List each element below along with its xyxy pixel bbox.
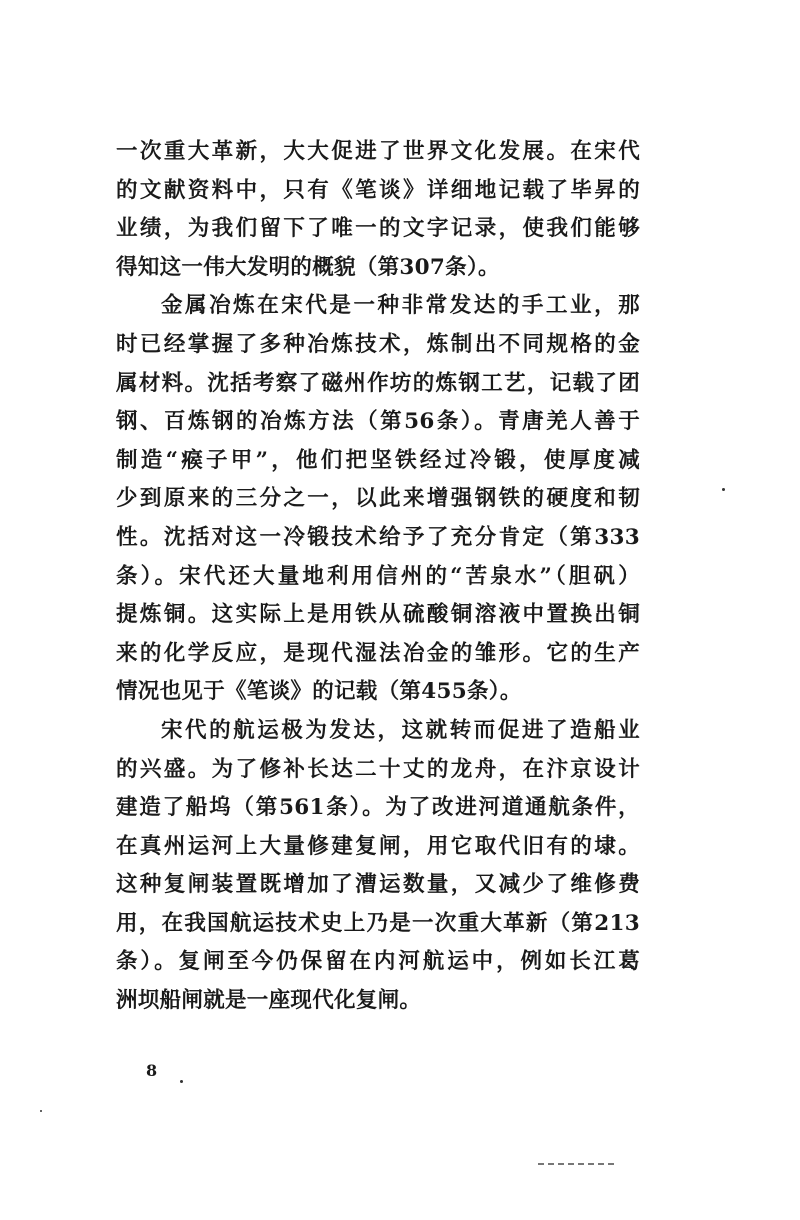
text-line: 洲坝船闸就是一座现代化复闸。 [116, 988, 422, 1014]
paragraph [116, 712, 640, 1021]
paragraph [116, 287, 640, 712]
text-line: 来的化学反应，是现代湿法冶金的雏形。它的生产 [116, 640, 640, 666]
text-line: 条）。宋代还大量地利用信州的“苦泉水”（胆矾） [116, 563, 640, 589]
text-line: 的兴盛。为了修补长达二十丈的龙舟，在汴京设计 [116, 756, 640, 782]
text-line: 的文献资料中，只有《笔谈》详细地记载了毕昇的 [116, 177, 640, 203]
text-line: 金属冶炼在宋代是一种非常发达的手工业，那 [161, 293, 640, 319]
scan-artifact-dashes [538, 1163, 614, 1165]
text-line: 情况也见于《笔谈》的记载（第455条）。 [116, 679, 522, 705]
text-line: 宋代的航运极为发达，这就转而促进了造船业 [161, 717, 640, 743]
scan-speck [180, 1080, 183, 1083]
text-line: 提炼铜。这实际上是用铁从硫酸铜溶液中置换出铜 [116, 602, 640, 628]
scan-speck [722, 488, 725, 491]
text-line: 性。沈括对这一冷锻技术给予了充分肯定（第333 [116, 524, 640, 550]
scan-speck [40, 1110, 42, 1112]
text-line: 时已经掌握了多种冶炼技术，炼制出不同规格的金 [116, 331, 640, 357]
page-number: 8 [146, 1061, 158, 1080]
text-line: 用，在我国航运技术史上乃是一次重大革新（第213 [116, 910, 640, 936]
text-line: 一次重大革新，大大促进了世界文化发展。在宋代 [116, 139, 640, 164]
body-text [116, 133, 640, 1021]
text-line: 属材料。沈括考察了磁州作坊的炼钢工艺，记载了团 [116, 370, 640, 396]
text-line: 在真州运河上大量修建复闸，用它取代旧有的埭。 [116, 833, 640, 859]
text-line: 钢、百炼钢的冶炼方法（第56条）。青唐羌人善于 [116, 409, 640, 435]
text-line: 少到原来的三分之一，以此来增强钢铁的硬度和韧 [116, 486, 640, 512]
text-line: 条）。复闸至今仍保留在内河航运中，例如长江葛 [116, 949, 640, 975]
paragraph [116, 133, 640, 287]
text-line: 业绩，为我们留下了唯一的文字记录，使我们能够 [116, 216, 640, 242]
text-line: 制造“瘊子甲”，他们把坚铁经过冷锻，使厚度减 [116, 447, 640, 473]
text-line: 建造了船坞（第561条）。为了改进河道通航条件， [116, 795, 640, 821]
text-line: 得知这一伟大发明的概貌（第307条）。 [116, 254, 500, 280]
text-line: 这种复闸装置既增加了漕运数量，又减少了维修费 [116, 872, 640, 898]
